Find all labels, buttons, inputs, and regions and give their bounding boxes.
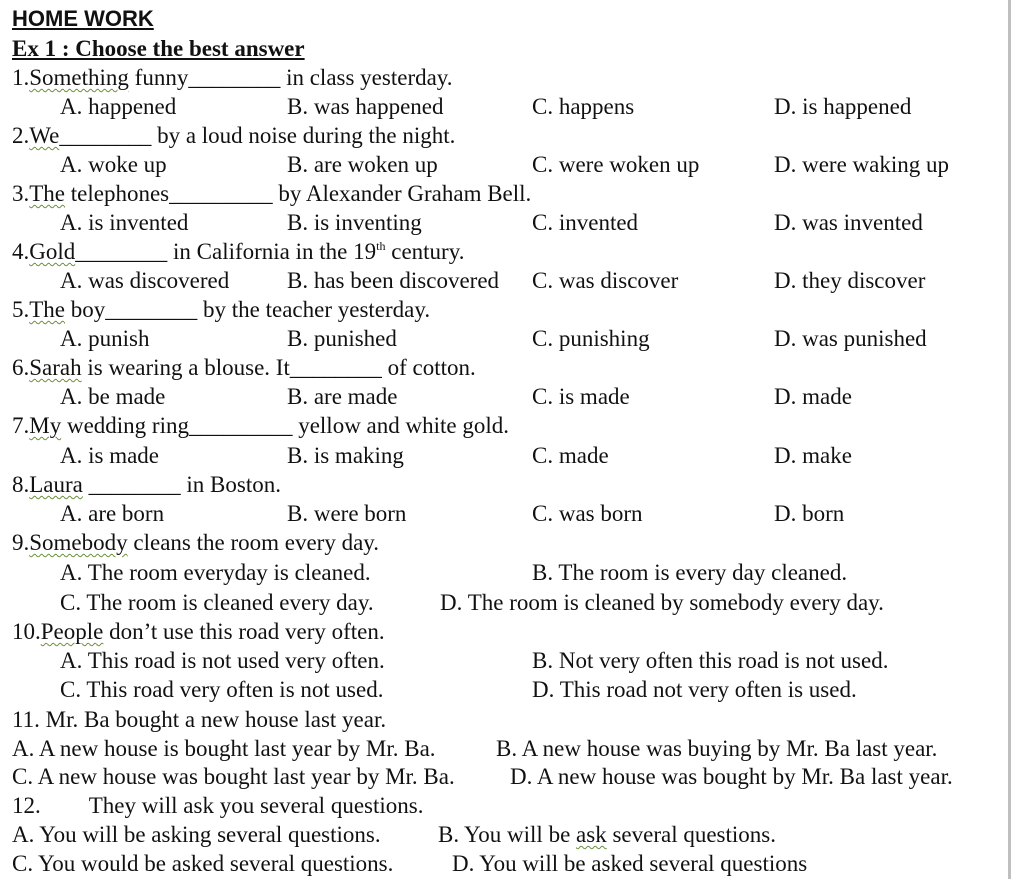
q8-option-c[interactable]: C. was born [532,501,643,526]
question-10: 10.People don’t use this road very often. [12,619,385,644]
q4-option-a[interactable]: A. was discovered [60,268,230,293]
q7-option-d[interactable]: D. make [774,443,852,468]
q2-option-d[interactable]: D. were waking up [774,152,950,177]
q9-option-a[interactable]: A. The room everyday is cleaned. [60,560,371,585]
q5-option-a[interactable]: A. punish [60,326,150,351]
q4-option-c[interactable]: C. was discover [532,268,679,293]
question-3: 3.The telephones_________ by Alexander Graham Bell. [12,181,532,206]
q1-option-b[interactable]: B. was happened [287,94,444,119]
question-9: 9.Somebody cleans the room every day. [12,530,380,555]
q6-option-d[interactable]: D. made [774,384,852,409]
q7-option-c[interactable]: C. made [532,443,609,468]
question-6: 6.Sarah is wearing a blouse. It________ of cotton. [12,355,476,380]
q11-option-d[interactable]: D. A new house was bought by Mr. Ba last year. [510,764,953,789]
question-4: 4.Gold________ in California in the 19th century. [12,239,465,264]
q11-option-a[interactable]: A. A new house is bought last year by Mr. Ba. [12,736,436,761]
q2-option-c[interactable]: C. were woken up [532,152,700,177]
q9-option-d[interactable]: D. The room is cleaned by somebody every day. [440,590,884,615]
q4-option-d[interactable]: D. they discover [774,268,926,293]
q11-option-b[interactable]: B. A new house was buying by Mr. Ba last year. [496,736,938,761]
q3-option-a[interactable]: A. is invented [60,210,189,235]
q3-option-b[interactable]: B. is inventing [287,210,422,235]
q12-option-b[interactable]: B. You will be ask several questions. [438,822,776,847]
q7-option-a[interactable]: A. is made [60,443,160,468]
q12-option-c[interactable]: C. You would be asked several questions. [12,851,394,876]
q1-option-c[interactable]: C. happens [532,94,635,119]
q6-option-a[interactable]: A. be made [60,384,166,409]
q5-option-b[interactable]: B. punished [287,326,397,351]
question-7: 7.My wedding ring_________ yellow and white gold. [12,413,510,438]
question-2: 2.We________ by a loud noise during the night. [12,123,456,148]
q10-option-b[interactable]: B. Not very often this road is not used. [532,648,889,673]
page-border [1008,0,1011,879]
page-title: HOME WORK [12,6,154,31]
q11-option-c[interactable]: C. A new house was bought last year by Mr. Ba. [12,764,455,789]
q1-option-a[interactable]: A. happened [60,94,177,119]
question-12: 12. They will ask you several questions. [12,793,424,818]
q5-option-c[interactable]: C. punishing [532,326,650,351]
q6-option-c[interactable]: C. is made [532,384,630,409]
q10-option-c[interactable]: C. This road very often is not used. [60,677,384,702]
q8-option-d[interactable]: D. born [774,501,845,526]
q5-option-d[interactable]: D. was punished [774,326,927,351]
q9-option-b[interactable]: B. The room is every day cleaned. [532,560,848,585]
q3-option-d[interactable]: D. was invented [774,210,923,235]
q6-option-b[interactable]: B. are made [287,384,398,409]
question-11: 11. Mr. Ba bought a new house last year. [12,707,387,732]
q3-option-c[interactable]: C. invented [532,210,639,235]
exercise-heading: Ex 1 : Choose the best answer [12,36,305,61]
q8-option-b[interactable]: B. were born [287,501,407,526]
q10-option-d[interactable]: D. This road not very often is used. [532,677,857,702]
question-8: 8.Laura ________ in Boston. [12,472,281,497]
q4-option-b[interactable]: B. has been discovered [287,268,500,293]
q12-option-d[interactable]: D. You will be asked several questions [452,851,808,876]
q7-option-b[interactable]: B. is making [287,443,404,468]
q12-option-a[interactable]: A. You will be asking several questions. [12,822,381,847]
question-5: 5.The boy________ by the teacher yesterday. [12,297,431,322]
q1-option-d[interactable]: D. is happened [774,94,912,119]
q2-option-a[interactable]: A. woke up [60,152,167,177]
q9-option-c[interactable]: C. The room is cleaned every day. [60,590,374,615]
question-1: 1.Something funny________ in class yesterday. [12,65,453,90]
q10-option-a[interactable]: A. This road is not used very often. [60,648,385,673]
q2-option-b[interactable]: B. are woken up [287,152,438,177]
q8-option-a[interactable]: A. are born [60,501,165,526]
